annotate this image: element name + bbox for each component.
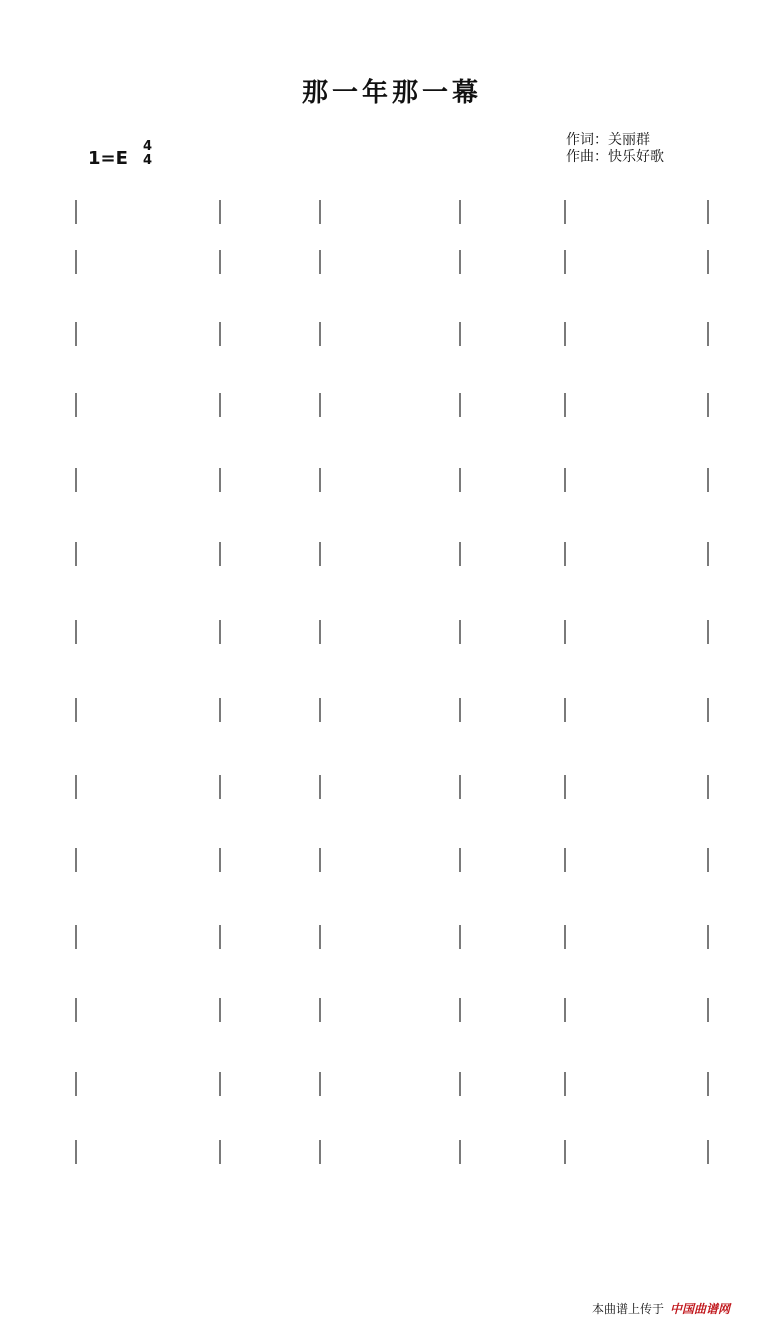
footer-label: 本曲谱上传于 — [592, 1302, 665, 1316]
footer — [592, 1300, 730, 1317]
composer-credit: 作曲：快乐好歌 — [566, 149, 664, 165]
score-row — [76, 393, 708, 417]
score-row — [76, 775, 708, 799]
meter-top: 4 — [143, 139, 153, 154]
score-row — [76, 848, 708, 872]
key-signature: 1=E — [88, 148, 128, 169]
score-row — [76, 620, 708, 644]
score-row — [76, 698, 708, 722]
lyricist-credit: 作词：关丽群 — [566, 132, 650, 148]
score-row — [76, 250, 708, 274]
meter-bottom: 4 — [143, 153, 153, 168]
score-row — [76, 1140, 708, 1164]
score-row — [76, 200, 708, 224]
score-row — [76, 542, 708, 566]
page-title: 那一年那一幕 — [301, 78, 482, 108]
score-row — [76, 998, 708, 1022]
score-row — [76, 1072, 708, 1096]
footer-brand: 中国曲谱网 — [670, 1302, 731, 1316]
score-row — [76, 925, 708, 949]
score-row — [76, 322, 708, 346]
score-row — [76, 468, 708, 492]
